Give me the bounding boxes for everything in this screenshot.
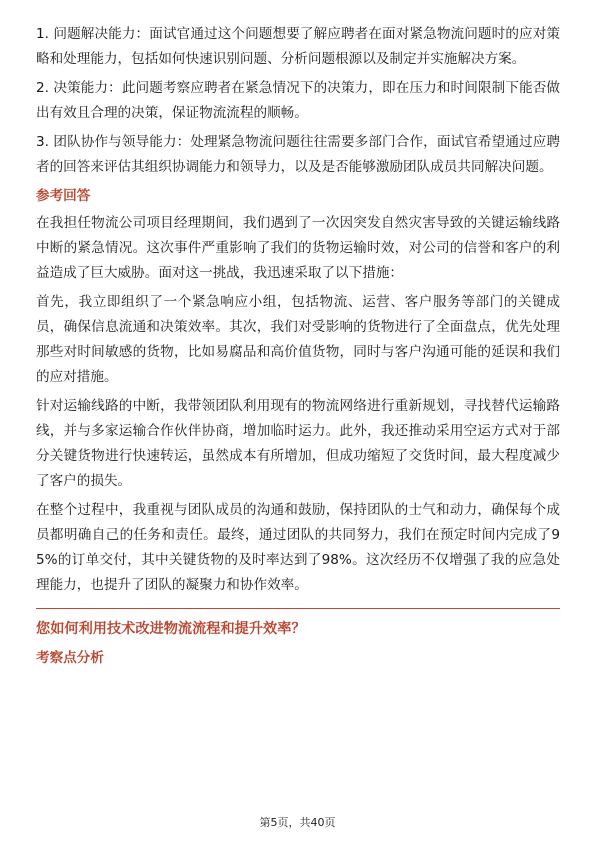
point-teamwork-leadership: 3. 团队协作与领导能力：处理紧急物流问题往往需要多部门合作，面试官希望通过应聘者的回答来评估其组织协调能力和领导力，以及是否能够激励团队成员共同解决问题。 bbox=[36, 134, 560, 175]
page-footer: 第5页，共40页 bbox=[259, 816, 336, 829]
point-decision-making: 2. 决策能力：此问题考察应聘者在紧急情况下的决策力，即在压力和时间限制下能否做出有效且合理的决策，保证物流流程的顺畅。 bbox=[36, 80, 560, 121]
answer-paragraph-rerouting: 针对运输线路的中断，我带领团队利用现有的物流网络进行重新规划，寻找替代运输路线，并与多家运输合作伙伴协商，增加临时运力。此外，我还推动采用空运方式对于部分关键货物进行快速转运，虽然成本有所增加，但成功缩短了交货时间，最大程度减少了客户的损失。 bbox=[36, 398, 560, 489]
answer-paragraph-result: 在整个过程中，我重视与团队成员的沟通和鼓励，保持团队的士气和动力，确保每个成员都明确自己的任务和责任。最终，通过团队的共同努力，我们在预定时间内完成了95%的订单交付，其中关键货物的及时率达到了98%。这次经历不仅增强了我的应急处理能力，也提升了团队的凝聚力和协作效率。 bbox=[36, 502, 560, 593]
section-divider bbox=[36, 608, 560, 609]
answer-paragraph-intro: 在我担任物流公司项目经理期间，我们遇到了一次因突发自然灾害导致的关键运输线路中断的紧急情况。这次事件严重影响了我们的货物运输时效，对公司的信誉和客户的利益造成了巨大威胁。面对这一挑战，我迅速采取了以下措施： bbox=[36, 215, 560, 281]
point-problem-solving: 1. 问题解决能力：面试官通过这个问题想要了解应聘者在面对紧急物流问题时的应对策略和处理能力，包括如何快速识别问题、分析问题根源以及制定并实施解决方案。 bbox=[36, 26, 560, 67]
page-content bbox=[36, 22, 560, 673]
answer-paragraph-first-steps: 首先，我立即组织了一个紧急响应小组，包括物流、运营、客户服务等部门的关键成员，确保信息流通和决策效率。其次，我们对受影响的货物进行了全面盘点，优先处理那些对时间敏感的货物，比如易腐品和高价值货物，同时与客户沟通可能的延误和我们的应对措施。 bbox=[36, 294, 560, 385]
next-question-title: 您如何利用技术改进物流流程和提升效率？ bbox=[36, 621, 306, 637]
analysis-heading: 考察点分析 bbox=[36, 650, 104, 666]
reference-answer-heading: 参考回答 bbox=[36, 188, 91, 204]
